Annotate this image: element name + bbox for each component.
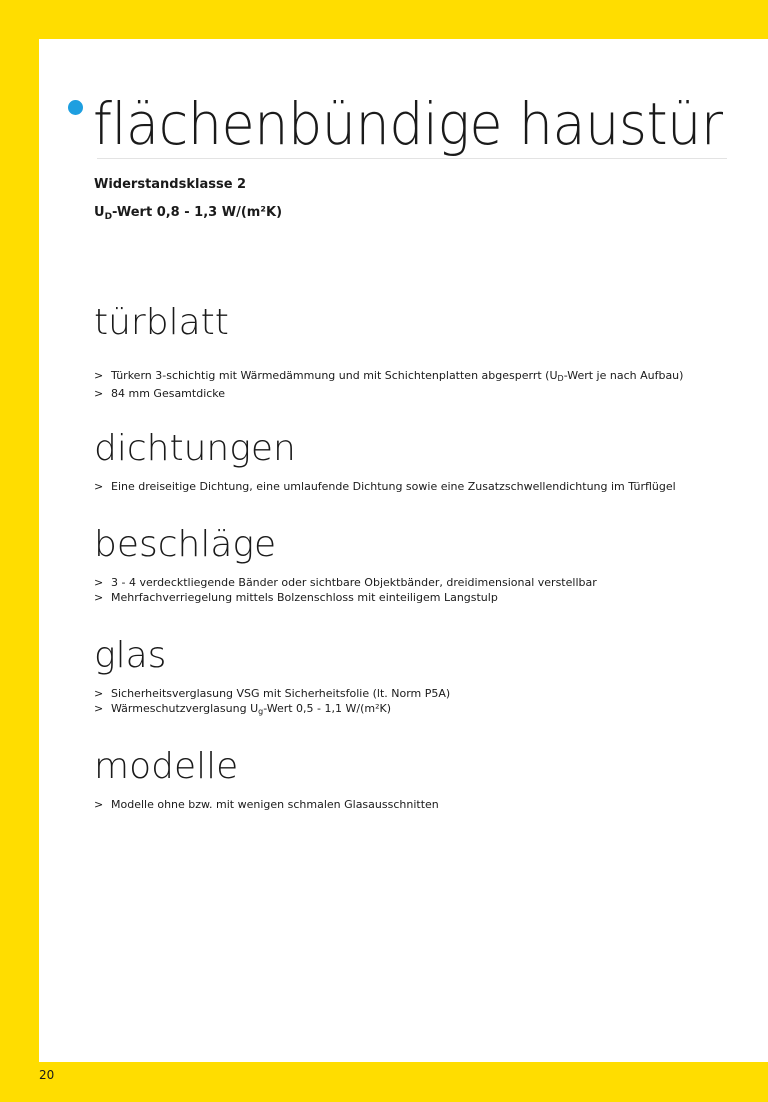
list-item-text: Eine dreiseitige Dichtung, eine umlaufende Dichtung sowie eine Zusatzschwellendichtung im Türflügel — [111, 480, 676, 493]
list-item — [94, 479, 676, 494]
list-item — [94, 701, 450, 719]
list-marker: > — [94, 369, 104, 382]
list-item-text: Sicherheitsverglasung VSG mit Sicherheitsfolie (lt. Norm P5A) — [111, 687, 451, 700]
list-item-text: 3 - 4 verdecktliegende Bänder oder sichtbare Objektbänder, dreidimensional verstellbar — [111, 576, 597, 589]
title-divider — [97, 158, 727, 159]
list-item — [94, 590, 597, 605]
page-title: flächenbündige haustür — [93, 90, 723, 158]
resistance-class: Widerstandsklasse 2 — [94, 177, 247, 192]
list-item — [94, 386, 683, 401]
section-heading-tuerblatt: türblatt — [94, 302, 229, 343]
ud-value-subscript: D — [104, 212, 113, 222]
list-item-text-suffix: -Wert je nach Aufbau) — [563, 369, 684, 382]
title-bullet-dot — [68, 100, 83, 115]
list-item — [94, 368, 683, 386]
list-item-text: 84 mm Gesamtdicke — [111, 387, 226, 400]
section-heading-modelle: modelle — [94, 746, 239, 787]
list-item-text: Wärmeschutzverglasung U — [111, 702, 259, 715]
list-item — [94, 686, 450, 701]
list-marker: > — [94, 687, 104, 700]
ud-value-prefix: U — [94, 205, 105, 220]
section-heading-dichtungen: dichtungen — [94, 428, 296, 469]
ud-value — [94, 205, 282, 225]
list-dichtungen — [94, 479, 676, 494]
section-heading-beschlaege: beschläge — [94, 524, 277, 565]
list-marker: > — [94, 576, 104, 589]
list-item — [94, 797, 439, 812]
page-number: 20 — [39, 1068, 55, 1082]
list-beschlaege — [94, 575, 597, 605]
section-heading-glas: glas — [94, 635, 167, 676]
list-modelle — [94, 797, 439, 812]
list-item — [94, 575, 597, 590]
list-marker: > — [94, 798, 104, 811]
list-tuerblatt — [94, 368, 683, 401]
list-item-subscript: g — [258, 707, 264, 716]
list-glas — [94, 686, 450, 719]
list-marker: > — [94, 591, 104, 604]
list-item-text: Türkern 3-schichtig mit Wärmedämmung und mit Schichtenplatten abgesperrt (U — [111, 369, 558, 382]
list-marker: > — [94, 702, 104, 715]
list-item-text: Mehrfachverriegelung mittels Bolzenschloss mit einteiligem Langstulp — [111, 591, 498, 604]
ud-value-suffix: -Wert 0,8 - 1,3 W/(m²K) — [112, 205, 283, 220]
list-item-subscript: D — [557, 374, 564, 383]
list-marker: > — [94, 480, 104, 493]
list-marker: > — [94, 387, 104, 400]
list-item-text: Modelle ohne bzw. mit wenigen schmalen Glasausschnitten — [111, 798, 439, 811]
list-item-text-suffix: -Wert 0,5 - 1,1 W/(m²K) — [263, 702, 392, 715]
